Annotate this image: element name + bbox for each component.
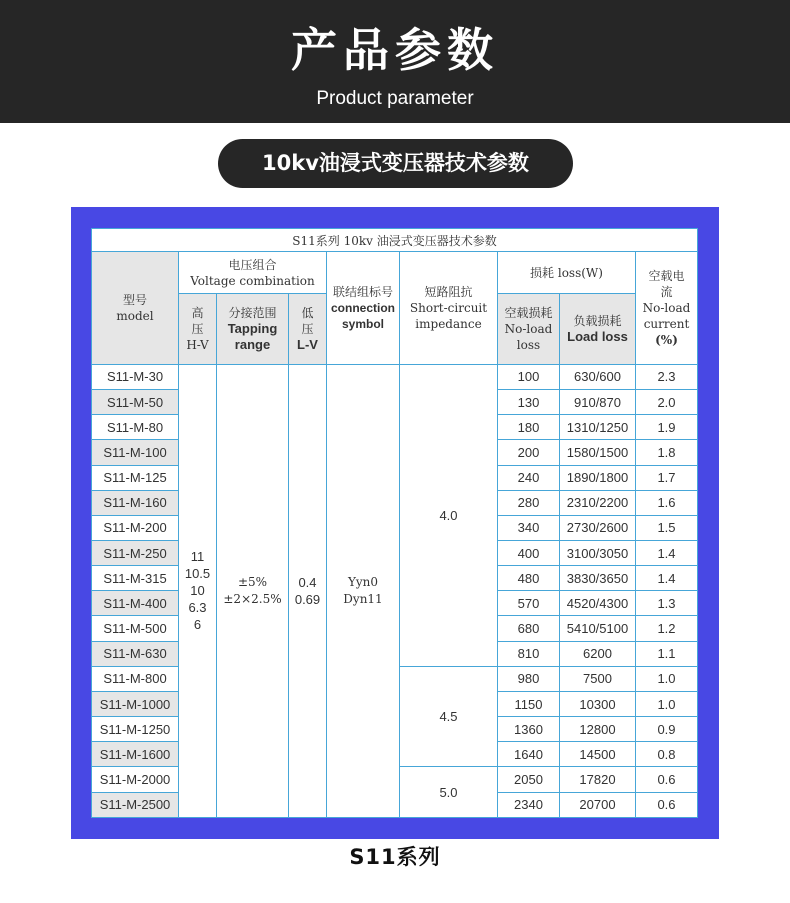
header-lv-en: L-V: [297, 337, 318, 353]
impedance-cell: 5.0: [400, 767, 498, 818]
load-loss-cell: 17820: [560, 767, 636, 792]
header-banner: [0, 0, 790, 123]
header-load-loss-cn: 负载损耗: [573, 314, 622, 329]
header-connection-en: connection symbol: [330, 301, 395, 332]
noload-current-cell: 1.9: [636, 415, 698, 440]
hv-cell-value: 10.5: [184, 566, 211, 582]
banner-title: 产品参数: [291, 23, 499, 77]
noload-current-cell: 1.4: [636, 541, 698, 566]
lv-cell-value: 0.69: [294, 591, 321, 607]
series-footer-label: S11系列: [349, 845, 441, 869]
header-hv-cn: 高压: [191, 306, 204, 337]
model-cell: S11-M-630: [92, 641, 179, 666]
noload-loss-cell: 1640: [498, 742, 560, 767]
hv-cell: [179, 364, 217, 817]
noload-current-cell: 0.8: [636, 742, 698, 767]
header-hv-en: H-V: [186, 338, 209, 353]
noload-loss-cell: 240: [498, 465, 560, 490]
noload-loss-cell: 2340: [498, 792, 560, 817]
header-voltage: [179, 252, 327, 294]
header-current-cn: 空载电流: [648, 269, 685, 300]
load-loss-cell: 5410/5100: [560, 616, 636, 641]
noload-current-cell: 2.0: [636, 390, 698, 415]
hv-cell-value: 6.3: [188, 600, 207, 616]
header-model-en: model: [116, 309, 154, 324]
header-impedance-en: Short-circuit impedance: [409, 301, 488, 332]
noload-loss-cell: 130: [498, 390, 560, 415]
model-cell: S11-M-50: [92, 390, 179, 415]
connection-cell-value: Yyn0: [347, 574, 379, 589]
connection-cell: [327, 364, 400, 817]
header-impedance: [400, 252, 498, 365]
noload-current-cell: 1.5: [636, 515, 698, 540]
banner-subtitle: Product parameter: [316, 88, 474, 109]
model-cell: S11-M-80: [92, 415, 179, 440]
header-connection: [327, 252, 400, 365]
noload-loss-cell: 100: [498, 364, 560, 389]
noload-loss-cell: 400: [498, 541, 560, 566]
impedance-cell: 4.0: [400, 364, 498, 666]
hv-cell-value: 6: [193, 617, 202, 633]
model-cell: S11-M-500: [92, 616, 179, 641]
model-cell: S11-M-2000: [92, 767, 179, 792]
load-loss-cell: 630/600: [560, 364, 636, 389]
header-tapping-cn: 分接范围: [228, 306, 277, 321]
header-hv: [179, 294, 217, 364]
noload-loss-cell: 680: [498, 616, 560, 641]
header-model: [92, 252, 179, 365]
header-voltage-cn: 电压组合: [228, 257, 277, 272]
load-loss-cell: 6200: [560, 641, 636, 666]
lv-cell-value: 0.4: [298, 574, 317, 590]
hv-cell-value: 11: [190, 549, 205, 565]
noload-loss-cell: 200: [498, 440, 560, 465]
noload-loss-cell: 810: [498, 641, 560, 666]
header-impedance-cn: 短路阻抗: [424, 285, 473, 300]
load-loss-cell: 2310/2200: [560, 490, 636, 515]
load-loss-cell: 3100/3050: [560, 541, 636, 566]
model-cell: S11-M-160: [92, 490, 179, 515]
noload-current-cell: 1.0: [636, 691, 698, 716]
model-cell: S11-M-125: [92, 465, 179, 490]
table-row: [92, 364, 698, 389]
load-loss-cell: 20700: [560, 792, 636, 817]
model-cell: S11-M-250: [92, 541, 179, 566]
noload-loss-cell: 480: [498, 566, 560, 591]
noload-current-cell: 1.8: [636, 440, 698, 465]
noload-current-cell: 0.6: [636, 792, 698, 817]
header-tapping-en: Tapping range: [227, 321, 278, 353]
hv-cell-value: 10: [190, 583, 205, 599]
noload-current-cell: 1.4: [636, 566, 698, 591]
header-current-unit: (%): [655, 333, 678, 348]
impedance-cell: 4.5: [400, 666, 498, 767]
noload-loss-cell: 980: [498, 666, 560, 691]
model-cell: S11-M-400: [92, 591, 179, 616]
noload-current-cell: 0.9: [636, 717, 698, 742]
header-tapping: [217, 294, 289, 364]
tapping-cell-value: ±5%: [237, 574, 268, 589]
noload-current-cell: 1.0: [636, 666, 698, 691]
model-cell: S11-M-200: [92, 515, 179, 540]
spec-table: [91, 228, 698, 818]
noload-loss-cell: 2050: [498, 767, 560, 792]
load-loss-cell: 10300: [560, 691, 636, 716]
load-loss-cell: 7500: [560, 666, 636, 691]
header-voltage-en: Voltage combination: [190, 273, 315, 288]
noload-loss-cell: 280: [498, 490, 560, 515]
noload-current-cell: 2.3: [636, 364, 698, 389]
load-loss-cell: 1580/1500: [560, 440, 636, 465]
table-caption: S11系列 10kv 油浸式变压器技术参数: [92, 229, 698, 252]
lv-cell: [289, 364, 327, 817]
header-noload-loss-en: No-load loss: [504, 322, 553, 353]
noload-current-cell: 1.6: [636, 490, 698, 515]
load-loss-cell: 12800: [560, 717, 636, 742]
load-loss-cell: 1890/1800: [560, 465, 636, 490]
load-loss-cell: 1310/1250: [560, 415, 636, 440]
connection-cell-value: Dyn11: [343, 591, 383, 606]
model-cell: S11-M-100: [92, 440, 179, 465]
noload-current-cell: 0.6: [636, 767, 698, 792]
load-loss-cell: 14500: [560, 742, 636, 767]
header-load-loss-en: Load loss: [567, 329, 628, 345]
load-loss-cell: 4520/4300: [560, 591, 636, 616]
header-current: [636, 252, 698, 365]
noload-loss-cell: 1150: [498, 691, 560, 716]
header-load-loss: [560, 294, 636, 364]
model-cell: S11-M-1250: [92, 717, 179, 742]
header-lv-cn: 低压: [301, 306, 314, 337]
load-loss-cell: 2730/2600: [560, 515, 636, 540]
model-cell: S11-M-1600: [92, 742, 179, 767]
header-noload-loss-cn: 空载损耗: [504, 306, 553, 321]
tapping-cell-value: ±2×2.5%: [223, 591, 282, 606]
header-model-cn: 型号: [122, 293, 147, 308]
load-loss-cell: 910/870: [560, 390, 636, 415]
model-cell: S11-M-2500: [92, 792, 179, 817]
noload-current-cell: 1.2: [636, 616, 698, 641]
load-loss-cell: 3830/3650: [560, 566, 636, 591]
header-loss: 损耗 loss(W): [498, 252, 636, 294]
model-cell: S11-M-315: [92, 566, 179, 591]
header-current-en: No-load current: [642, 301, 691, 332]
model-cell: S11-M-800: [92, 666, 179, 691]
tapping-cell: [217, 364, 289, 817]
header-lv: [289, 294, 327, 364]
noload-loss-cell: 1360: [498, 717, 560, 742]
header-noload-loss: [498, 294, 560, 364]
header-connection-cn: 联结组标号: [333, 285, 394, 300]
noload-loss-cell: 570: [498, 591, 560, 616]
noload-current-cell: 1.3: [636, 591, 698, 616]
noload-current-cell: 1.7: [636, 465, 698, 490]
section-title-pill: 10kv油浸式变压器技术参数: [218, 139, 573, 188]
noload-loss-cell: 340: [498, 515, 560, 540]
model-cell: S11-M-1000: [92, 691, 179, 716]
model-cell: S11-M-30: [92, 364, 179, 389]
noload-loss-cell: 180: [498, 415, 560, 440]
noload-current-cell: 1.1: [636, 641, 698, 666]
